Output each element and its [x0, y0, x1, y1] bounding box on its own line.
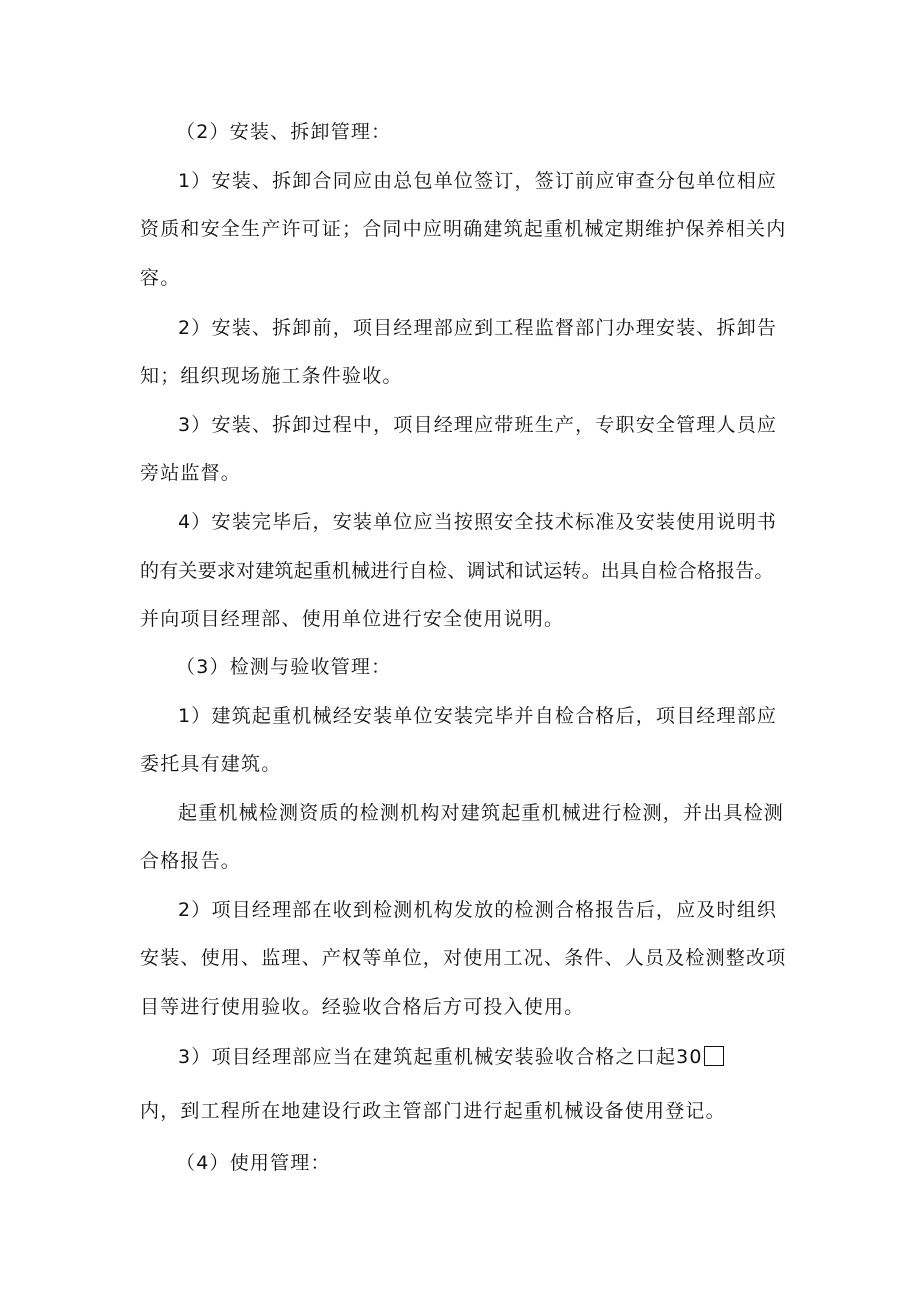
- paragraph-line: 3）安装、拆卸过程中，项目经理应带班生产，专职安全管理人员应: [178, 414, 778, 436]
- paragraph-line: 安装、使用、监理、产权等单位，对使用工况、条件、人员及检测整改项: [140, 947, 787, 969]
- paragraph-line: 4）安装完毕后，安装单位应当按照安全技术标准及安装使用说明书: [178, 511, 778, 533]
- section-heading-installation: （2）安装、拆卸管理：: [176, 121, 392, 143]
- paragraph-line: 知；组织现场施工条件验收。: [140, 365, 403, 387]
- paragraph-line-with-box: [178, 1045, 724, 1069]
- paragraph-line: 并向项目经理部、使用单位进行安全使用说明。: [140, 608, 565, 630]
- paragraph-line: 1）安装、拆卸合同应由总包单位签订，签订前应审查分包单位相应: [178, 170, 778, 192]
- paragraph-line: 目等进行使用验收。经验收合格后方可投入使用。: [140, 996, 585, 1018]
- paragraph-line: 旁站监督。: [140, 462, 242, 484]
- paragraph-line: 2）安装、拆卸前，项目经理部应到工程监督部门办理安装、拆卸告: [178, 317, 778, 339]
- paragraph-line: 1）建筑起重机械经安装单位安装完毕并自检合格后，项目经理部应: [178, 705, 778, 727]
- paragraph-line: 容。: [140, 267, 181, 289]
- paragraph-line: 合格报告。: [140, 850, 242, 872]
- paragraph-line: 委托具有建筑。: [140, 753, 282, 775]
- paragraph-line: 2）项目经理部在收到检测机构发放的检测合格报告后，应及时组织: [178, 899, 778, 921]
- paragraph-text: 3）项目经理部应当在建筑起重机械安装验收合格之口起30: [178, 1046, 703, 1068]
- paragraph-line: 内，到工程所在地建设行政主管部门进行起重机械设备使用登记。: [140, 1100, 726, 1122]
- missing-glyph-box: [704, 1046, 724, 1066]
- section-heading-inspection: （3）检测与验收管理：: [176, 656, 392, 678]
- paragraph-line: 资质和安全生产许可证；合同中应明确建筑起重机械定期维护保养相关内: [140, 218, 787, 240]
- paragraph-line: 的有关要求对建筑起重机械进行自检、调试和试运转。出具自检合格报告。: [140, 560, 774, 582]
- paragraph-line: 起重机械检测资质的检测机构对建筑起重机械进行检测，并出具检测: [178, 802, 785, 824]
- section-heading-usage: （4）使用管理：: [176, 1152, 331, 1174]
